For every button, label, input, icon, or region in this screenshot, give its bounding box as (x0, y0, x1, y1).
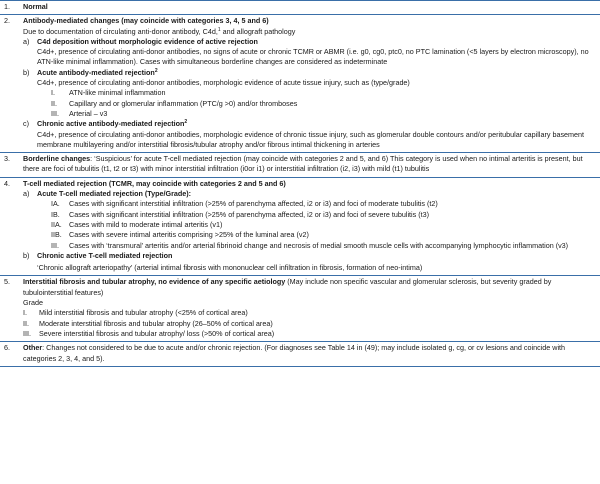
category-row-1 (0, 0, 600, 15)
list-item: Severe interstitial fibrosis and tubular atrophy/ loss (>50% of cortical area) (39, 328, 275, 338)
list-item: Arterial – v3 (69, 108, 108, 118)
subcategory-title: Acute antibody-mediated rejection$^2$ (37, 67, 158, 77)
subcategory-2c: c) Chronic active antibody-mediated rejection$^2$ C4d+, presence of circulating anti-donor antibodies, morphologic evidence of chronic tissue injury, such as glomerular double contours and/or peritubular capillary basement membrane multilayering and/or interstitial fibrosis/tubular atrophy and/or fibrous intimal thickening in arteries (23, 119, 596, 150)
category-text: Interstitial fibrosis and tubular atrophy, no evidence of any specific aetiology (May include non specific vascular and glomerular sclerosis, but severity graded by tubulointerstitial features) (23, 277, 552, 297)
category-number: 4. (4, 178, 10, 188)
list-item: Mild interstitial fibrosis and tubular atrophy (<25% of cortical area) (39, 308, 248, 318)
grade-label: Grade (23, 298, 43, 308)
list-item: Cases with significant interstitial infiltration (>25% of parenchyma affected, i2 or i3) and foci of moderate tubulitis (t2) (69, 199, 438, 209)
category-row-6 (0, 342, 600, 367)
category-number: 2. (4, 16, 10, 26)
category-row-2 (0, 15, 600, 153)
subcategory-2a: a) C4d deposition without morphologic evidence of active rejection C4d+, presence of circulating anti-donor antibodies, no signs of acute or chronic TCMR or ABMR (i.e. g0, cg0, ptc0, no PTC lamination (<5 layers by electron microscopy), no ATN-like minimal inflammation). Cases with simultaneous borderline changes are considered as indeterminate (23, 37, 596, 68)
subcategory-title: C4d deposition without morphologic evidence of active rejection (37, 36, 258, 46)
subcategory-title: Chronic active T-cell mediated rejection (37, 250, 173, 260)
category-intro: Due to documentation of circulating anti-donor antibody, C4d,$^1$ and allograft pathology (23, 26, 296, 36)
category-row-5: 5. Interstitial fibrosis and tubular atrophy, no evidence of any specific aetiology (May include non specific vascular and glomerular sclerosis, but severity graded by tubulointerstitial features) Grade I. Mild interstitial fibrosis and tubular atrophy (<25% of cortical area) II. Moderate interstitial fibrosis and tubular atrophy (26–50% of cortical area) III. Severe interstitial fibrosis and tubular atrophy/ loss (>50% of cortical area) (0, 276, 600, 342)
category-title: T-cell mediated rejection (TCMR, may coincide with categories 2 and 5 and 6) (23, 178, 286, 188)
subcategory-title: Chronic active antibody-mediated rejection$^2$ (37, 119, 188, 129)
category-number: 1. (4, 2, 10, 11)
category-title: Antibody-mediated changes (may coincide with categories 3, 4, 5 and 6) (23, 16, 269, 26)
subcategory-text: C4d+, presence of circulating anti-donor antibodies, morphologic evidence of acute tissue injury, such as (type/grade) (37, 78, 410, 88)
list-item: Cases with mild to moderate intimal arteritis (v1) (69, 219, 223, 229)
list-item: Cases with severe intimal arteritis comprising >25% of the luminal area (v2) (69, 230, 309, 240)
list-item: Cases with significant interstitial infiltration (>25% of parenchyma affected, i2 or i3) and foci of severe tubulitis (t3) (69, 209, 430, 219)
category-number: 6. (4, 343, 10, 353)
category-number: 5. (4, 277, 10, 287)
category-row-3 (0, 153, 600, 178)
category-text: Borderline changes: ‘Suspicious’ for acute T-cell mediated rejection (may coincide with categories 2 and 5, and 6) This category is used when no intimal arteritis is present, but there are foci of tubulitis (t1, t2 or t3) with minor interstitial infiltration (i0or i1) or interstitial infiltration (i2, i3) with mild (t1) tubulitis (23, 154, 583, 174)
list-item: Moderate interstitial fibrosis and tubular atrophy (26–50% of cortical area) (39, 318, 273, 328)
category-text: Other: Changes not considered to be due to acute and/or chronic rejection. (For diagnoses see Table 14 in (49); may include isolated g, cg, or cv lesions and coincide with categories 2, 3, 4, and 5). (23, 343, 566, 363)
list-item: Cases with ‘transmural’ arteritis and/or arterial fibrinoid change and necrosis of medial smooth muscle cells with accompanying lymphocytic inflammation (v3) (69, 240, 569, 250)
subcategory-title: Acute T-cell mediated rejection (Type/Grade): (37, 189, 192, 199)
category-number: 3. (4, 154, 10, 164)
subcategory-2b: b) Acute antibody-mediated rejection$^2$ C4d+, presence of circulating anti-donor antibodies, morphologic evidence of acute tissue injury, such as (type/grade) I. ATN-like minimal inflammation II. Capillary and or glomerular inflammation (PTC/g >0) and/or thromboses III. Arterial – v3 (23, 68, 596, 119)
category-row-4 (0, 178, 600, 277)
list-item: Capillary and or glomerular inflammation (PTC/g >0) and/or thromboses (69, 98, 298, 108)
subcategory-text: ‘Chronic allograft arteriopathy’ (arterial intimal fibrosis with mononuclear cell infiltration in fibrosis, formation of neo-intima) (37, 263, 423, 273)
category-title: Normal (23, 2, 48, 11)
subcategory-text: C4d+, presence of circulating anti-donor antibodies, no signs of acute or chronic TCMR or ABMR (i.e. g0, cg0, ptc0, no PTC lamination (<5 layers by electron microscopy), no ATN-like minimal inflammation). Cases with simultaneous borderline changes are considered as indeterminate (37, 47, 589, 67)
list-item: ATN-like minimal inflammation (69, 88, 166, 98)
subcategory-4a: a) Acute T-cell mediated rejection (Type/Grade): IA. Cases with significant interstitial infiltration (>25% of parenchyma affected, i2 or i3) and foci of moderate tubulitis (t2) IB. Cases with significant interstitial infiltration (>25% of parenchyma affected, i2 or i3) and foci of severe tubulitis (t3) IIA. Cases with mild to moderate intimal arteritis (v1) IIB. Cases with severe intimal arteritis comprising >25% of the luminal area (v2) III. Cases with ‘transmural’ arteritis and/or arterial fibrinoid change and necrosis of medial smooth muscle cells with accompanying lymphocytic inflammation (v3) (23, 189, 596, 251)
subcategory-4b: b) Chronic active T-cell mediated rejection ‘Chronic allograft arteriopathy’ (arterial intimal fibrosis with mononuclear cell infiltration in fibrosis, formation of neo-intima) (23, 251, 596, 274)
subcategory-text: C4d+, presence of circulating anti-donor antibodies, morphologic evidence of chronic tissue injury, such as glomerular double contours and/or peritubular capillary basement membrane multilayering and/or interstitial fibrosis/tubular atrophy and/or fibrous intimal thickening in arteries (37, 129, 585, 149)
